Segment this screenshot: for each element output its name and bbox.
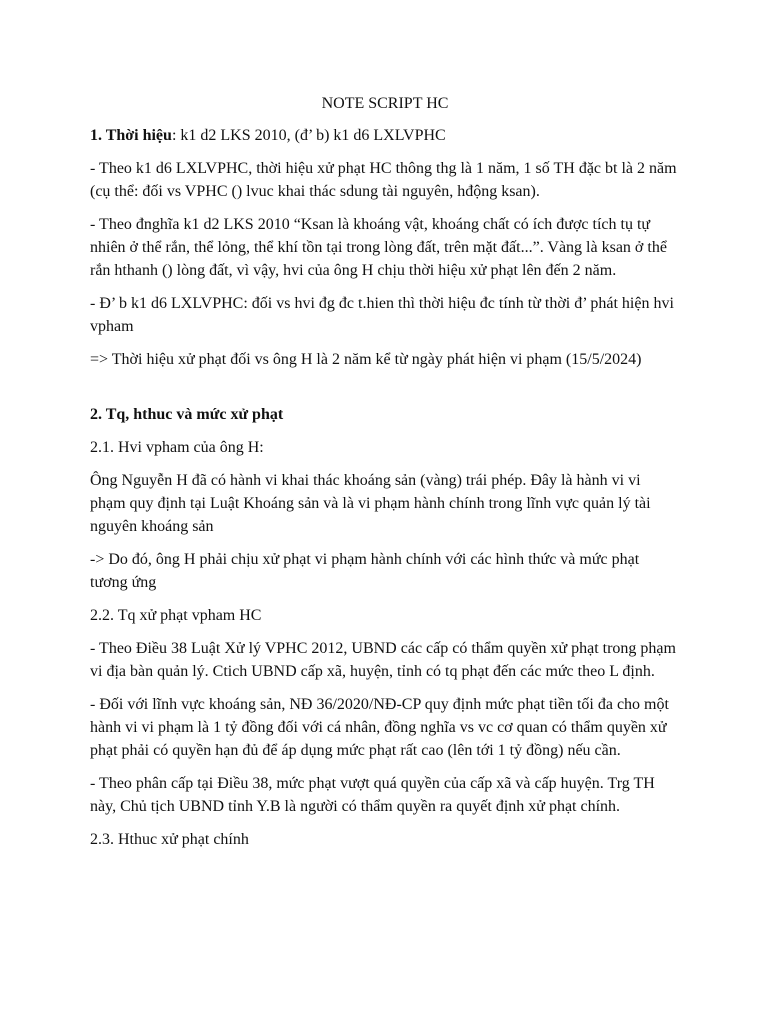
subsection-2-2-title: 2.2. Tq xử phạt vpham HC xyxy=(90,607,262,624)
subsection-2-3-title: 2.3. Hthuc xử phạt chính xyxy=(90,831,249,848)
section2-heading: 2. Tq, hthuc và mức xử phạt xyxy=(90,406,284,423)
section1-heading-line xyxy=(90,124,680,147)
document-title: NOTE SCRIPT HC xyxy=(321,95,449,112)
subsection-2-1-paragraph-1: Ông Nguyễn H đã có hành vi khai thác khoáng sản (vàng) trái phép. Đây là hành vi vi phạm quy định tại Luật Khoáng sản và là vi phạm hành chính trong lĩnh vực quản lý tài nguyên khoáng sản xyxy=(90,472,651,535)
section2-heading-line xyxy=(90,403,680,426)
section1-heading-rest: : k1 d2 LKS 2010, (đ’ b) k1 d6 LXLVPHC xyxy=(171,127,446,144)
section1-heading: 1. Thời hiệu xyxy=(90,127,172,144)
section1-paragraph-2: - Theo đnghĩa k1 d2 LKS 2010 “Ksan là khoáng vật, khoáng chất có ích được tích tụ tự nhiên ở thể rắn, thể lỏng, thể khí tồn tại trong lòng đất, trên mặt đất...”. Vàng là ksan ở thể rắn hthanh () lòng đất, vì vậy, hvi của ông H chịu thời hiệu xử phạt lên đến 2 năm. xyxy=(90,216,667,279)
section1-paragraph-1: - Theo k1 d6 LXLVPHC, thời hiệu xử phạt HC thông thg là 1 năm, 1 số TH đặc bt là 2 năm (cụ thể: đối vs VPHC () lvuc khai thác sdung tài nguyên, hđộng ksan). xyxy=(90,160,677,200)
subsection-2-1-paragraph-2: -> Do đó, ông H phải chịu xử phạt vi phạm hành chính với các hình thức và mức phạt tương ứng xyxy=(90,551,640,591)
section1-conclusion: => Thời hiệu xử phạt đối vs ông H là 2 năm kể từ ngày phát hiện vi phạm (15/5/2024) xyxy=(90,351,642,368)
subsection-2-2-paragraph-2: - Đối với lĩnh vực khoáng sản, NĐ 36/2020/NĐ-CP quy định mức phạt tiền tối đa cho một hành vi vi phạm là 1 tỷ đồng đối với cá nhân, đồng nghĩa vs vc cơ quan có thẩm quyền xử phạt phải có quyền hạn đủ để áp dụng mức phạt rất cao (lên tới 1 tỷ đồng) nếu cần. xyxy=(90,696,669,759)
document-page xyxy=(90,92,680,861)
section1-paragraph-3: - Đ’ b k1 d6 LXLVPHC: đối vs hvi đg đc t.hien thì thời hiệu đc tính từ thời đ’ phát hiện hvi vpham xyxy=(90,295,674,335)
subsection-2-2-paragraph-3: - Theo phân cấp tại Điều 38, mức phạt vượt quá quyền của cấp xã và cấp huyện. Trg TH này, Chủ tịch UBND tỉnh Y.B là người có thẩm quyền ra quyết định xử phạt chính. xyxy=(90,775,655,815)
subsection-2-2-paragraph-1: - Theo Điều 38 Luật Xử lý VPHC 2012, UBND các cấp có thẩm quyền xử phạt trong phạm vi địa bàn quản lý. Ctich UBND cấp xã, huyện, tỉnh có tq phạt đến các mức theo L định. xyxy=(90,640,676,680)
subsection-2-1-title: 2.1. Hvi vpham của ông H: xyxy=(90,439,264,456)
section-spacer xyxy=(90,381,680,403)
